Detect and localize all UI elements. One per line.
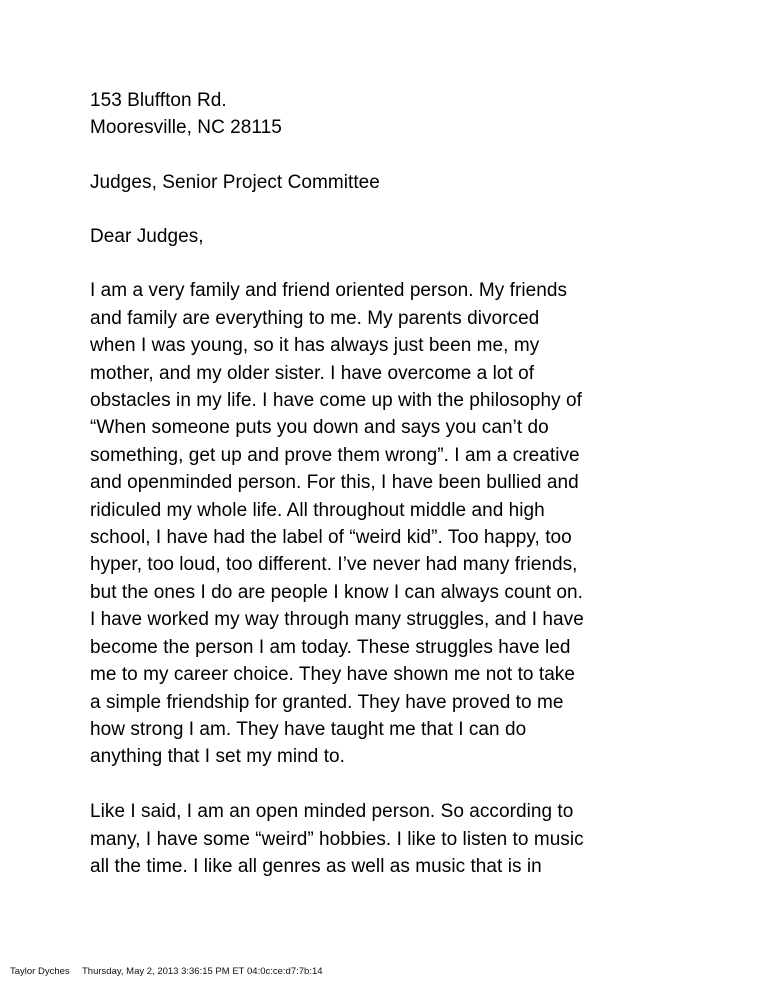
- paragraph-line: hyper, too loud, too different. I’ve never had many friends,: [90, 554, 578, 576]
- letter-body: [90, 87, 670, 880]
- paragraph-line: and openminded person. For this, I have been bullied and: [90, 472, 579, 494]
- paragraph-line: ridiculed my whole life. All throughout middle and high: [90, 499, 545, 521]
- paragraph-line: I am a very family and friend oriented person. My friends: [90, 280, 568, 302]
- sender-city-state-zip: Mooresville, NC 28115: [90, 117, 282, 139]
- paragraph-line: mother, and my older sister. I have overcome a lot of: [90, 362, 535, 384]
- paragraph-line: all the time. I like all genres as well as music that is in: [90, 855, 542, 877]
- paragraph-line: how strong I am. They have taught me that I can do: [90, 718, 527, 740]
- paragraph-2: [90, 798, 670, 880]
- paragraph-line: school, I have had the label of “weird kid”. Too happy, too: [90, 527, 572, 549]
- paragraph-line: obstacles in my life. I have come up with the philosophy of: [90, 390, 582, 412]
- paragraph-line: many, I have some “weird” hobbies. I like to listen to music: [90, 828, 584, 850]
- paragraph-line: I have worked my way through many struggles, and I have: [90, 609, 584, 631]
- footer-datetime: Thursday, May 2, 2013 3:36:15 PM ET: [82, 966, 245, 977]
- footer-code: 04:0c:ce:d7:7b:14: [247, 966, 323, 977]
- salutation: Dear Judges,: [90, 225, 204, 247]
- paragraph-line: when I was young, so it has always just been me, my: [90, 335, 540, 357]
- sender-street: 153 Bluffton Rd.: [90, 90, 227, 111]
- paragraph-line: and family are everything to me. My parents divorced: [90, 307, 540, 329]
- footer-author: Taylor Dyches: [10, 966, 70, 977]
- paragraph-line: “When someone puts you down and says you can’t do: [90, 417, 549, 439]
- paragraph-line: Like I said, I am an open minded person. So according to: [90, 801, 574, 823]
- paragraph-line: me to my career choice. They have shown me not to take: [90, 664, 575, 686]
- paragraph-line: become the person I am today. These struggles have led: [90, 636, 571, 658]
- paragraph-line: anything that I set my mind to.: [90, 746, 346, 768]
- paragraph-line: something, get up and prove them wrong”. I am a creative: [90, 444, 580, 466]
- recipient-line: Judges, Senior Project Committee: [90, 172, 380, 194]
- paragraph-1: [90, 277, 670, 770]
- paragraph-line: but the ones I do are people I know I can always count on.: [90, 581, 583, 603]
- paragraph-line: a simple friendship for granted. They have proved to me: [90, 691, 564, 713]
